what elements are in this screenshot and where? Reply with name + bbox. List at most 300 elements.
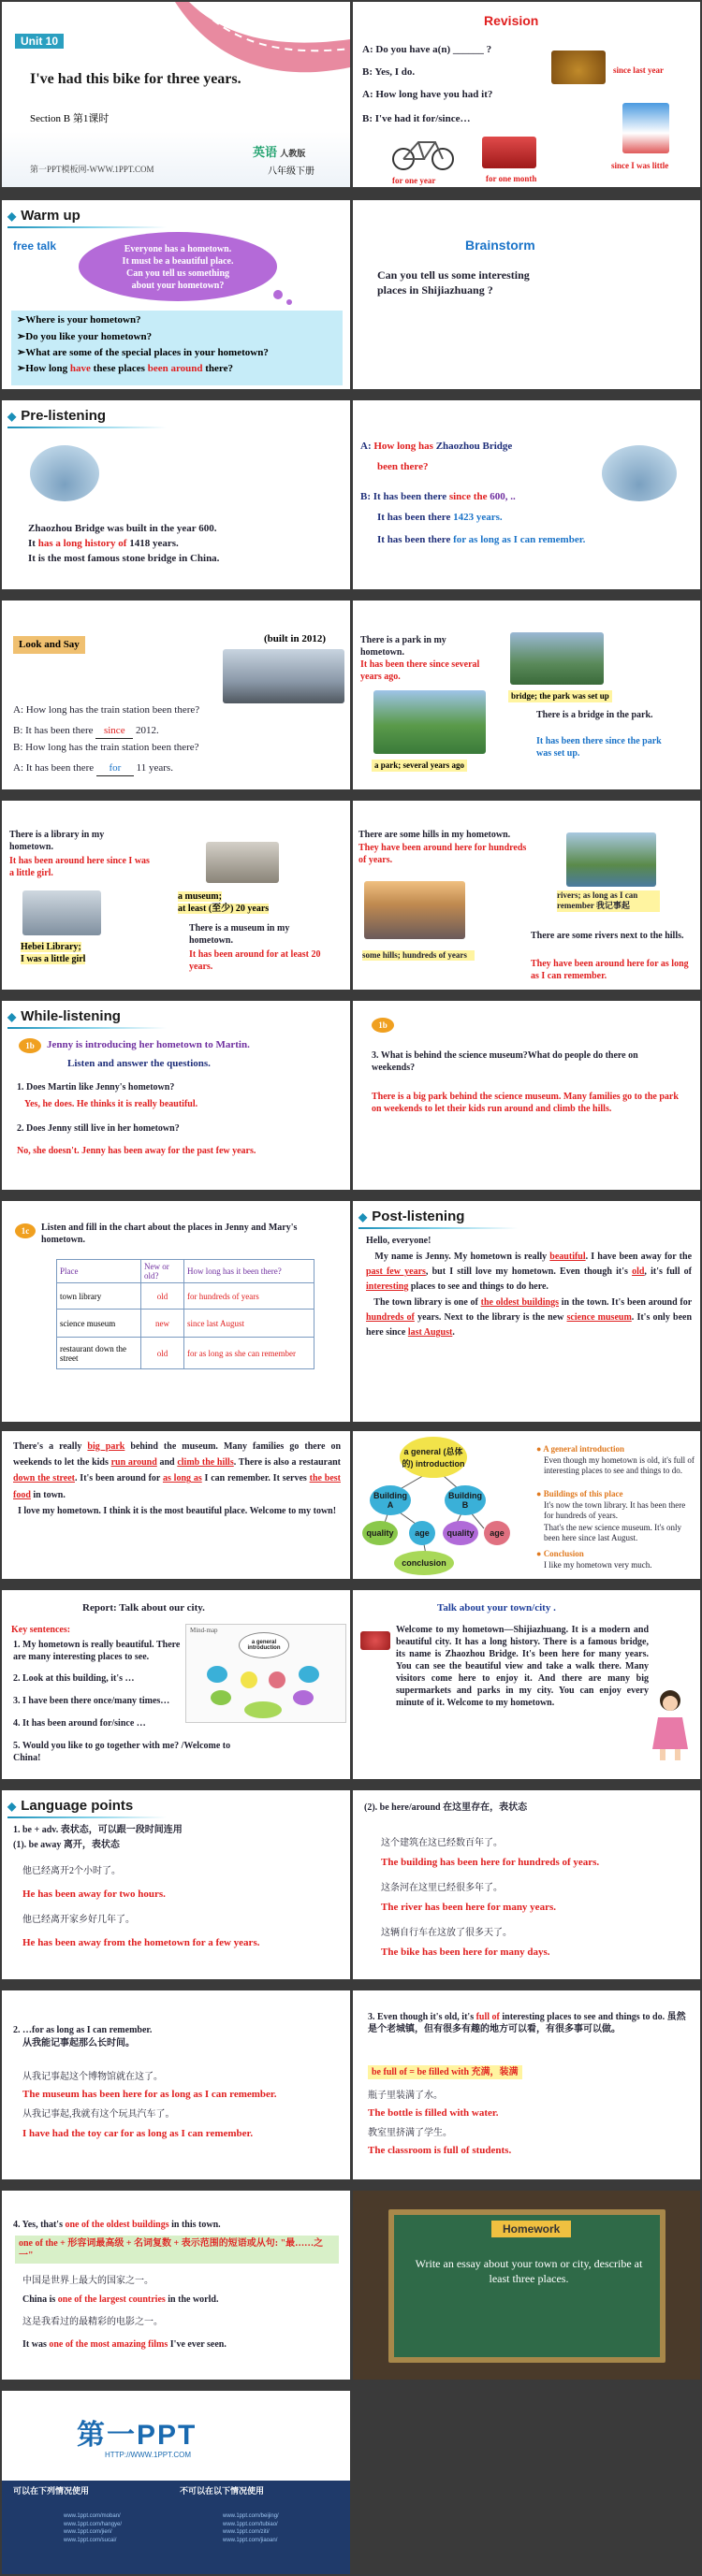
logo-text: 第一PPT xyxy=(77,2420,197,2451)
p2-t1: There's a really xyxy=(13,1441,82,1452)
rev-line-1: A: Do you have a(n) ______ ? xyxy=(362,44,492,55)
ts-l2c: 2012. xyxy=(136,725,159,736)
bq-b3: 600, .. xyxy=(490,491,516,502)
wl-q1: 1. Does Martin like Jenny's hometown? xyxy=(17,1082,175,1093)
cell-how-long: for hundreds of years xyxy=(184,1283,314,1310)
cell-new-old: new xyxy=(141,1310,184,1338)
ts-line-4 xyxy=(13,761,173,776)
bubble-dot-1 xyxy=(273,290,283,299)
table-row xyxy=(57,1310,314,1338)
mm-h1: ● A general introduction xyxy=(536,1444,625,1454)
park-p3: There is a bridge in the park. xyxy=(536,710,653,720)
rev-cap-3: for one month xyxy=(486,174,537,183)
site-text: 第一PPT模板网-WWW.1PPT.COM xyxy=(30,165,154,174)
p1-t6: The town library is one of xyxy=(373,1296,478,1308)
lp4-p1 xyxy=(368,2011,686,2035)
book-subject: 英语 xyxy=(253,145,278,159)
mm-conclusion: conclusion xyxy=(394,1551,454,1575)
q-2-text: Do you like your hometown? xyxy=(25,330,153,342)
lp5-p1a: 4. Yes, that's xyxy=(13,2220,66,2230)
bq-a xyxy=(360,440,512,454)
hill-cap-1: rivers; as long as I can remember 我记事起 xyxy=(557,890,660,912)
p1-f7: science museum xyxy=(566,1311,632,1323)
slide-prelistening xyxy=(2,400,350,589)
p2-t3: and xyxy=(159,1457,175,1469)
p2-f5: as long as xyxy=(162,1473,202,1484)
mm-age-b: age xyxy=(484,1521,510,1545)
bq-a3: Zhaozhou Bridge xyxy=(432,441,513,452)
slide-title-text: I've had this bike for three years. xyxy=(30,71,241,87)
bq-d xyxy=(377,533,585,547)
lp5-e2c: I've ever seen. xyxy=(168,2339,227,2350)
ts-l4c: 11 years. xyxy=(136,762,173,774)
hill-p2: They have been around here for hundreds of years. xyxy=(358,843,527,865)
mm-age-a: age xyxy=(409,1521,435,1545)
ks-1: 1. My hometown is really beautiful. There are many interesting places to see. xyxy=(13,1640,181,1662)
bq-a1: A: xyxy=(360,441,374,452)
talk-text: Welcome to my hometown—Shijiazhuang. It is a modern and beautiful city. It has a long history. There is a famous bridge, its name is Zhaozhou Bridge. It's been here for many years. You can see the beautiful view and take a walk there. Many visitors come here to enjoy it. And there are many big supermarkets and parks in my city. You can enjoy every minute of it. Welcome to my hometown. xyxy=(396,1625,649,1708)
mini-mm-node xyxy=(244,1701,282,1718)
mm-h1-text: A general introduction xyxy=(543,1444,625,1454)
mm-d2: It's now the town library. It has been there for hundreds of years. xyxy=(544,1500,686,1521)
homework-tag: Homework xyxy=(491,2221,571,2237)
slide-language-points-3 xyxy=(2,1990,350,2179)
th-new-old: New or old? xyxy=(141,1260,184,1283)
q4-b: have xyxy=(69,362,91,374)
p1-f4: interesting xyxy=(366,1281,409,1293)
p1-t8: years. Next to the library is the new xyxy=(417,1311,564,1323)
zb-line-3: It is the most famous stone bridge in China. xyxy=(28,553,220,564)
lp4-e1: The bottle is filled with water. xyxy=(368,2107,499,2119)
lp4-p1b: full of xyxy=(475,2012,500,2022)
mm-quality-a: quality xyxy=(362,1521,398,1545)
lp3-c2: 从我记事起,我就有这个玩具汽车了。 xyxy=(22,2109,175,2120)
park-p2: It has been there since several years ago. xyxy=(360,659,480,682)
lp5-box: one of the + 形容词最高级 + 名词复数 + 表示范围的短语或从句: "最……之一" xyxy=(15,2236,339,2264)
slide-science-museum xyxy=(353,1001,700,1190)
slide-language-points-4 xyxy=(353,1990,700,2179)
lib-cap-2 xyxy=(21,941,85,965)
girl-illustration xyxy=(649,1687,692,1762)
link-item[interactable]: www.1ppt.com/beijing/ xyxy=(223,2513,279,2519)
table-row xyxy=(57,1338,314,1369)
museum-image xyxy=(206,842,279,883)
slide-title xyxy=(2,2,350,187)
lib-cap-2b: I was a little girl xyxy=(21,954,86,964)
slide-language-points-2 xyxy=(353,1790,700,1979)
sm-question: 3. What is behind the science museum?What do people do there on weekends? xyxy=(372,1050,638,1073)
bq-b1: B: It has been there xyxy=(360,491,449,502)
p1-t2: . I have been away for the xyxy=(585,1252,693,1262)
p2-t4: . There is also a restaurant xyxy=(233,1457,342,1469)
slide-ending xyxy=(2,2391,350,2574)
hat-image xyxy=(482,137,536,168)
cell-how-long: for as long as she can remember xyxy=(184,1338,314,1369)
rev-line-4: B: I've had it for/since… xyxy=(362,113,471,124)
ts-l2b: since xyxy=(95,724,133,739)
lib-cap-1a: a museum; xyxy=(178,891,222,902)
hill-p4: They have been around here for as long as I can remember. xyxy=(531,959,689,981)
river-image xyxy=(566,832,656,887)
p2-f6: the best food xyxy=(13,1473,341,1500)
cell-place: restaurant down the street xyxy=(57,1338,141,1369)
free-talk-label: free talk xyxy=(13,239,57,253)
q-4: ➢How long have these places been around there? xyxy=(17,362,233,374)
lp5-p1 xyxy=(13,2219,221,2231)
p2-f4: down the street xyxy=(13,1473,75,1484)
lp3-p2: 从我能记事起那么长时间。 xyxy=(22,2038,135,2048)
p1-t4: , it's full of xyxy=(644,1266,693,1278)
bq-d2: for as long as I can remember. xyxy=(453,534,586,545)
post-listening-bar xyxy=(358,1227,518,1229)
talk-title: Talk about your town/city . xyxy=(437,1602,556,1614)
p1-f3: old xyxy=(632,1266,645,1278)
wl-sub: Listen and answer the questions. xyxy=(67,1058,211,1069)
info-h2: 不可以在以下情况使用 xyxy=(180,2486,265,2496)
lp-p2: (1). be away 离开，表状态 xyxy=(13,1840,120,1850)
logo-url: HTTP://WWW.1PPT.COM xyxy=(105,2451,191,2459)
p2-f1: big park xyxy=(87,1441,125,1452)
link-item[interactable]: www.1ppt.com/tubiao/ xyxy=(223,2521,278,2527)
lp-e1: He has been away for two hours. xyxy=(22,1889,166,1900)
q-1-text: Where is your hometown? xyxy=(25,314,141,326)
bq-b2: since the xyxy=(448,491,488,502)
zb-line-1: Zhaozhou Bridge was built in the year 600. xyxy=(28,523,217,534)
info-h1: 可以在下列情况使用 xyxy=(13,2486,90,2496)
mini-mm-node xyxy=(293,1690,314,1705)
tiger-toy-image xyxy=(551,51,606,84)
lp5-e1c: one of the largest countries xyxy=(57,2294,166,2305)
ts-line-1: A: How long has the train station been there? xyxy=(13,704,200,716)
lp5-e1b: is xyxy=(47,2294,58,2305)
table-row xyxy=(57,1283,314,1310)
mm-h2-text: Buildings of this place xyxy=(543,1489,623,1498)
lp5-e2 xyxy=(22,2338,227,2351)
p1-f1: beautiful xyxy=(549,1252,586,1262)
lp4-p1c: interesting places to see and things to do. 虽然是个老城镇，但有很多有趣的地方可以看，有很多事可以做。 xyxy=(368,2012,686,2034)
hills-image xyxy=(364,881,465,939)
warmup-bar xyxy=(7,226,167,228)
lp4-c2: 教室里挤满了学生。 xyxy=(368,2128,452,2138)
ts-line-2 xyxy=(13,724,159,739)
built-label: (built in 2012) xyxy=(264,633,327,644)
flag-image xyxy=(360,1631,390,1650)
grade-text: 八年级下册 xyxy=(268,166,314,177)
slide-post-listening-1 xyxy=(353,1201,700,1422)
key-sentences-label: Key sentences: xyxy=(11,1625,71,1635)
revision-head: Revision xyxy=(484,13,539,28)
section-text: Section B 第1课时 xyxy=(30,113,110,124)
mini-mm-node xyxy=(207,1666,227,1683)
park-cap-1: bridge; the park was set up xyxy=(508,690,612,702)
lp2-c3: 这辆自行车在这放了很多天了。 xyxy=(381,1928,512,1938)
lp5-c2: 这是我看过的最精彩的电影之一。 xyxy=(22,2317,163,2327)
mm-h3: ● Conclusion xyxy=(536,1549,584,1558)
ks-2: 2. Look at this building, it's … xyxy=(13,1673,135,1684)
mini-mm-node xyxy=(211,1690,231,1705)
q-2: ➢Do you like your hometown? xyxy=(17,330,153,342)
brainstorm-head: Brainstorm xyxy=(465,238,535,253)
p2-t6: I can remember. It serves xyxy=(204,1473,307,1484)
library-image xyxy=(22,890,101,935)
mini-mm-label: Mind-map xyxy=(190,1627,218,1634)
lib-p1: There is a library in my hometown. xyxy=(9,830,105,852)
bq-c1: It has been there xyxy=(377,512,454,523)
lp5-p1c: in this town. xyxy=(168,2220,221,2230)
bridge-image xyxy=(602,445,677,501)
report-title: Report: Talk about our city. xyxy=(82,1602,205,1614)
slide-park xyxy=(353,601,700,789)
cell-place: town library xyxy=(57,1283,141,1310)
lp4-c1: 瓶子里装满了水。 xyxy=(368,2091,443,2101)
link-list-1 xyxy=(64,2512,122,2545)
zb-line-2 xyxy=(28,537,179,551)
cell-new-old: old xyxy=(141,1283,184,1310)
lp3-e1: The museum has been here for as long as I can remember. xyxy=(22,2089,277,2100)
link-item[interactable]: www.1ppt.com/hangye/ xyxy=(64,2521,123,2527)
cell-place: science museum xyxy=(57,1310,141,1338)
hill-cap-2: some hills; hundreds of years xyxy=(362,950,475,961)
th-place: Place xyxy=(57,1260,141,1283)
post-listening-head: ◆ Post-listening xyxy=(358,1208,464,1224)
ts-l4a: A: It has been there xyxy=(13,762,96,774)
lp2-e3: The bike has been here for many days. xyxy=(381,1946,550,1958)
slide-brainstorm xyxy=(353,200,700,389)
slide-hills xyxy=(353,801,700,990)
q-1: ➢Where is your hometown? xyxy=(17,314,141,326)
link-item[interactable]: www.1ppt.com/jiaoan/ xyxy=(223,2538,278,2544)
passage-2 xyxy=(13,1439,341,1519)
bubble-dot-2 xyxy=(286,299,292,305)
slide-mindmap xyxy=(353,1431,700,1579)
lp5-e1a: China xyxy=(22,2294,48,2305)
ks-3: 3. I have been there once/many times… xyxy=(13,1696,170,1706)
book-label xyxy=(253,142,305,160)
rev-cap-1: since last year xyxy=(613,65,664,75)
prelistening-bar xyxy=(7,427,167,428)
mini-mm-node xyxy=(299,1666,319,1683)
zb-l2-b: has a long history of xyxy=(37,538,127,549)
lib-cap-1b: at least (至少) 20 years xyxy=(178,904,270,914)
park-p4: It has been there since the park was set up. xyxy=(536,736,662,759)
book-edition: 人教版 xyxy=(280,149,306,158)
ks-4: 4. It has been around for/since … xyxy=(13,1718,146,1729)
mm-quality-b: quality xyxy=(443,1521,478,1545)
lp4-e2: The classroom is full of students. xyxy=(368,2145,512,2156)
badge-1b: 1b xyxy=(19,1038,41,1053)
slide-library xyxy=(2,801,350,990)
mm-building-a: Building A xyxy=(370,1485,411,1515)
link-item[interactable]: www.1ppt.com/moban/ xyxy=(64,2513,121,2519)
slide-report xyxy=(2,1590,350,1779)
mini-mm-node xyxy=(269,1672,285,1688)
info-panel xyxy=(2,2481,350,2574)
chalkboard xyxy=(388,2209,665,2363)
badge-1c: 1c xyxy=(15,1223,36,1238)
park-p1: There is a park in my hometown. xyxy=(360,635,446,658)
lp2-c2: 这条河在这里已经很多年了。 xyxy=(381,1883,503,1893)
q-3: ➢What are some of the special places in your hometown? xyxy=(17,346,269,358)
q4-d: been around xyxy=(147,362,203,374)
while-listening-head: ◆ While-listening xyxy=(7,1008,121,1024)
q4-c: these places xyxy=(90,362,148,374)
bq-a4: been there? xyxy=(377,461,429,472)
chart-instruction: Listen and fill in the chart about the places in Jenny and Mary's hometown. xyxy=(41,1223,298,1245)
lp3-p1: 2. …for as long as I can remember. xyxy=(13,2025,153,2035)
p2-t8: I love my hometown. I think it is the most beautiful place. Welcome to my town! xyxy=(18,1505,337,1516)
link-item[interactable]: www.1ppt.com/ziti/ xyxy=(223,2529,270,2536)
slide-language-points-1 xyxy=(2,1790,350,1979)
lp-c2: 他已经离开家乡好几年了。 xyxy=(22,1915,135,1925)
q4-a: How long xyxy=(25,362,70,374)
rev-line-3: A: How long have you had it? xyxy=(362,89,493,100)
lp-c1: 他已经离开2个小时了。 xyxy=(22,1866,121,1876)
ts-l4b: for xyxy=(96,761,134,776)
slide-look-say xyxy=(2,601,350,789)
mm-building-b: Building B xyxy=(445,1485,486,1515)
places-table xyxy=(56,1259,314,1369)
bq-c2: 1423 years. xyxy=(453,512,503,523)
passage-1 xyxy=(366,1250,692,1340)
link-list-2 xyxy=(223,2512,279,2545)
hill-p1: There are some hills in my hometown. xyxy=(358,830,511,840)
child-image xyxy=(622,103,669,153)
lp4-p1a: 3. Even though it's old, it's xyxy=(368,2012,476,2022)
unit-badge: Unit 10 xyxy=(15,34,64,49)
lp5-e1d: in the world. xyxy=(165,2294,219,2305)
p1-t1: My name is Jenny. My hometown is really xyxy=(374,1252,548,1262)
table-header-row xyxy=(57,1260,314,1283)
homework-text: Write an essay about your town or city, describe at least three places. xyxy=(415,2257,643,2286)
language-points-bar xyxy=(7,1816,167,1818)
p1-f8: last August xyxy=(407,1326,453,1338)
rev-cap-2: for one year xyxy=(392,176,436,185)
slide-revision xyxy=(353,2,700,187)
ts-l2a: B: It has been there xyxy=(13,725,96,736)
slide-bridge-qa xyxy=(353,400,700,589)
lib-p2: It has been around here since I was a little girl. xyxy=(9,856,150,878)
bq-c xyxy=(377,511,503,525)
lib-p4: It has been around for at least 20 years. xyxy=(189,949,321,972)
brainstorm-text: Can you tell us some interesting places in Shijiazhuang ? xyxy=(377,268,530,297)
p2-t2: behind the museum. Many families go there on weekends to let the kids xyxy=(13,1441,342,1469)
lp4-box: be full of = be filled with 充满，装满 xyxy=(368,2065,522,2079)
lp-p1: 1. be + adv. 表状态，可以跟一段时间连用 xyxy=(13,1825,183,1835)
sm-answer: There is a big park behind the science museum. Many families go to the park on weekends to let their kids run around and climb the hills. xyxy=(372,1092,679,1114)
lib-p3: There is a museum in my hometown. xyxy=(189,923,290,946)
mm-d4: I like my hometown very much. xyxy=(544,1560,652,1570)
q4-e: there? xyxy=(202,362,233,374)
lib-cap-1 xyxy=(178,890,269,915)
hill-p3: There are some rivers next to the hills. xyxy=(531,931,684,941)
lp5-e2a: It was xyxy=(22,2339,50,2350)
p1-f5: the oldest buildings xyxy=(480,1296,559,1308)
slide-homework xyxy=(353,2191,700,2380)
slide-warmup xyxy=(2,200,350,389)
look-say-tag: Look and Say xyxy=(13,636,85,654)
lp2-p1: (2). be here/around 在这里存在，表状态 xyxy=(364,1802,528,1813)
p1-t3: , but I still love my hometown. Even though it's xyxy=(425,1266,628,1278)
slide-talk-city xyxy=(353,1590,700,1779)
wl-a1: Yes, he does. He thinks it is really beautiful. xyxy=(24,1099,198,1109)
bq-b xyxy=(360,490,516,504)
zhaozhou-bridge-image xyxy=(30,445,99,501)
prelistening-head: ◆ Pre-listening xyxy=(7,408,106,424)
mm-h3-text: Conclusion xyxy=(543,1549,584,1558)
bq-a2: How long has xyxy=(373,441,433,452)
rev-line-2: B: Yes, I do. xyxy=(362,66,416,78)
p1-t10: . xyxy=(452,1326,455,1338)
wl-title: Jenny is introducing her hometown to Martin. xyxy=(47,1039,250,1050)
p2-f3: climb the hills xyxy=(177,1457,234,1469)
question-box xyxy=(11,311,343,385)
lp3-c1: 从我记事起这个博物馆就在这了。 xyxy=(22,2072,163,2082)
cell-new-old: old xyxy=(141,1338,184,1369)
slide-while-listening xyxy=(2,1001,350,1190)
q-3-text: What are some of the special places in your hometown? xyxy=(25,346,269,358)
slide-language-points-5 xyxy=(2,2191,350,2380)
mini-mm-node xyxy=(241,1672,257,1688)
p2-t7: in town. xyxy=(33,1489,66,1500)
lp5-e1 xyxy=(22,2294,218,2306)
zb-l2-a: It xyxy=(28,538,38,549)
lp-e2: He has been away from the hometown for a few years. xyxy=(22,1937,260,1948)
while-listening-bar xyxy=(7,1027,167,1029)
rev-cap-4: since I was little xyxy=(611,161,669,170)
p1-t5: places to see and things to do here. xyxy=(410,1281,548,1293)
lib-cap-2a: Hebei Library; xyxy=(21,942,81,952)
lp2-c1: 这个建筑在这已经数百年了。 xyxy=(381,1838,503,1848)
mini-mindmap xyxy=(185,1624,346,1723)
park-image xyxy=(373,690,486,754)
p2-t5: . It's been around for xyxy=(74,1473,161,1484)
slide-chart xyxy=(2,1201,350,1422)
greeting: Hello, everyone! xyxy=(366,1236,431,1246)
warmup-head: ◆ Warm up xyxy=(7,208,80,224)
p2-f2: run around xyxy=(110,1457,157,1469)
link-item[interactable]: www.1ppt.com/sucai/ xyxy=(64,2538,117,2544)
p1-f6: hundreds of xyxy=(366,1311,415,1323)
wl-a2: No, she doesn't. Jenny has been away for the past few years. xyxy=(17,1146,256,1156)
train-station-image xyxy=(223,649,344,703)
mini-mm-center: a general introduction xyxy=(239,1632,289,1658)
park-bridge-image xyxy=(510,632,604,685)
language-points-head: ◆ Language points xyxy=(7,1798,133,1814)
park-cap-2: a park; several years ago xyxy=(372,760,467,772)
badge-1b-2: 1b xyxy=(372,1018,394,1033)
lp3-e2: I have had the toy car for as long as I can remember. xyxy=(22,2128,254,2139)
lp5-e2b: one of the most amazing films xyxy=(49,2339,168,2350)
mm-d3: That's the new science museum. It's only been here since last August. xyxy=(544,1523,681,1543)
p1-t7: in the town. It's been around for xyxy=(561,1296,693,1308)
mm-d1: Even though my hometown is old, it's full of interesting places to see and things to do. xyxy=(544,1455,695,1476)
lp2-e1: The building has been here for hundreds of years. xyxy=(381,1857,600,1868)
bike-image xyxy=(390,133,456,172)
lp2-e2: The river has been here for many years. xyxy=(381,1902,556,1913)
p1-t9: . It's only been here since xyxy=(366,1311,693,1338)
lp5-c1: 中国是世界上最大的国家之一。 xyxy=(22,2276,154,2286)
bq-d1: It has been there xyxy=(377,534,454,545)
zb-l2-c: 1418 years. xyxy=(126,538,179,549)
lp5-p1b: one of the oldest buildings xyxy=(65,2220,169,2230)
th-how-long: How long has it been there? xyxy=(184,1260,314,1283)
link-item[interactable]: www.1ppt.com/jieri/ xyxy=(64,2529,112,2536)
wl-q2: 2. Does Jenny still live in her hometown? xyxy=(17,1123,180,1134)
bubble-text: Everyone has a hometown. It must be a beautiful place. Can you tell us something about your hometown? xyxy=(122,244,234,291)
mm-h2: ● Buildings of this place xyxy=(536,1489,623,1498)
ts-line-3: B: How long has the train station been there? xyxy=(13,742,199,753)
cell-how-long: since last August xyxy=(184,1310,314,1338)
